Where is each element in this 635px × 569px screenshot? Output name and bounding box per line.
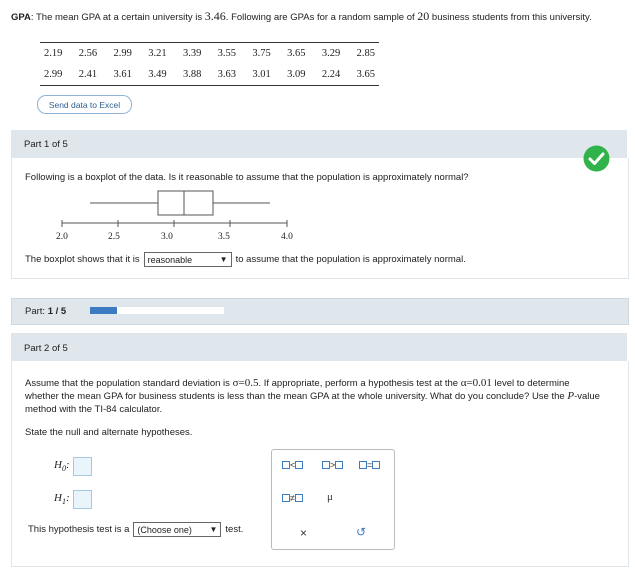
tick-label: 3.0 (161, 232, 173, 242)
h1-input[interactable] (73, 490, 92, 509)
boxplot (45, 183, 295, 233)
problem-statement (11, 10, 621, 24)
data-cell: 3.75 (252, 48, 271, 59)
data-cell: 3.65 (287, 48, 306, 59)
problem-prefix: GPA (11, 12, 31, 23)
data-cell: 2.19 (44, 48, 63, 59)
progress-value: 1 / 5 (47, 306, 67, 317)
mu-button[interactable]: μ (327, 491, 333, 503)
select-value: reasonable (147, 254, 193, 265)
equals-button[interactable]: = (359, 460, 380, 470)
data-cell: 3.21 (148, 48, 167, 59)
tick-label: 2.0 (56, 232, 68, 242)
reasonable-select[interactable] (144, 252, 232, 267)
part1-header (11, 130, 627, 158)
problem-text-a: : The mean GPA at a certain university is (30, 12, 205, 23)
part1-answer-sentence (25, 252, 466, 267)
sentence-a: The boxplot shows that it is (25, 254, 140, 265)
symbol-palette (271, 449, 395, 550)
tick-label: 4.0 (281, 232, 293, 242)
tick-label: 3.5 (218, 232, 230, 242)
part2-question: Assume that the population standard deviation is σ=0.5. If appropriate, perform a hypothesis test at the α=0.01 level to determine whether the mean GPA for business students is less than the mean GPA at the whole university. What do you conclude? Use the P-value method with the TI-84 calculator. (25, 377, 600, 415)
test-type-select[interactable] (133, 522, 221, 537)
select-value: (Choose one) (137, 524, 192, 535)
data-row (40, 64, 379, 85)
data-cell: 3.63 (217, 69, 237, 80)
data-row (40, 43, 379, 64)
sigma-value: σ=0.5 (232, 377, 259, 389)
h1-label: $H_1$: (54, 492, 70, 507)
clear-icon[interactable]: × (300, 526, 308, 540)
progress-fill (90, 307, 117, 314)
greater-than-button[interactable]: > (322, 460, 343, 470)
not-equal-button[interactable]: ≠ (282, 493, 303, 503)
progress-label: Part: 1 / 5 (25, 306, 67, 317)
test-text-a: This hypothesis test is a (28, 524, 130, 535)
check-icon (583, 145, 610, 175)
problem-text-b: . Following are GPAs for a random sample of (225, 12, 418, 23)
less-than-button[interactable]: < (282, 460, 303, 470)
data-cell: 2.85 (356, 48, 375, 59)
data-cell: 3.61 (113, 69, 132, 80)
data-cell: 3.01 (252, 69, 271, 80)
dropdown-arrow-icon: ▼ (209, 525, 218, 534)
test-text-b: test. (225, 524, 244, 535)
test-type-sentence (28, 522, 243, 537)
part1-question: Following is a boxplot of the data. Is it reasonable to assume that the population is approximately normal? (25, 172, 469, 183)
data-cell: 3.88 (182, 69, 202, 80)
part1-label: Part 1 of 5 (24, 139, 68, 150)
h0-row (54, 457, 92, 476)
part2-label: Part 2 of 5 (24, 343, 68, 354)
undo-icon[interactable]: ↺ (356, 525, 367, 539)
h0-input[interactable] (73, 457, 92, 476)
dropdown-arrow-icon: ▼ (219, 255, 228, 264)
data-cell: 2.41 (78, 69, 98, 80)
problem-n: 20 (417, 9, 430, 23)
problem-text-c: business students from this university. (429, 12, 592, 23)
data-cell: 3.49 (148, 69, 167, 80)
data-cell: 2.99 (113, 48, 132, 59)
send-to-excel-button[interactable]: Send data to Excel (37, 95, 132, 114)
h0-label: $H_0$: (54, 459, 70, 474)
hypotheses-instruction: State the null and alternate hypotheses. (25, 427, 193, 438)
data-cell: 2.24 (321, 69, 341, 80)
tick-label: 2.5 (108, 232, 120, 242)
sentence-b: to assume that the population is approximately normal. (235, 254, 466, 265)
problem-mean: 3.46 (204, 9, 226, 23)
part2-header (11, 333, 627, 361)
data-cell: 3.29 (321, 48, 341, 59)
data-cell: 3.65 (356, 69, 375, 80)
data-cell: 3.55 (217, 48, 237, 59)
data-cell: 3.09 (287, 69, 306, 80)
h1-row (54, 490, 92, 509)
data-cell: 2.56 (78, 48, 98, 59)
data-cell: 3.39 (182, 48, 202, 59)
data-cell: 2.99 (44, 69, 63, 80)
alpha-value: α=0.01 (460, 377, 492, 389)
data-table (40, 42, 379, 86)
